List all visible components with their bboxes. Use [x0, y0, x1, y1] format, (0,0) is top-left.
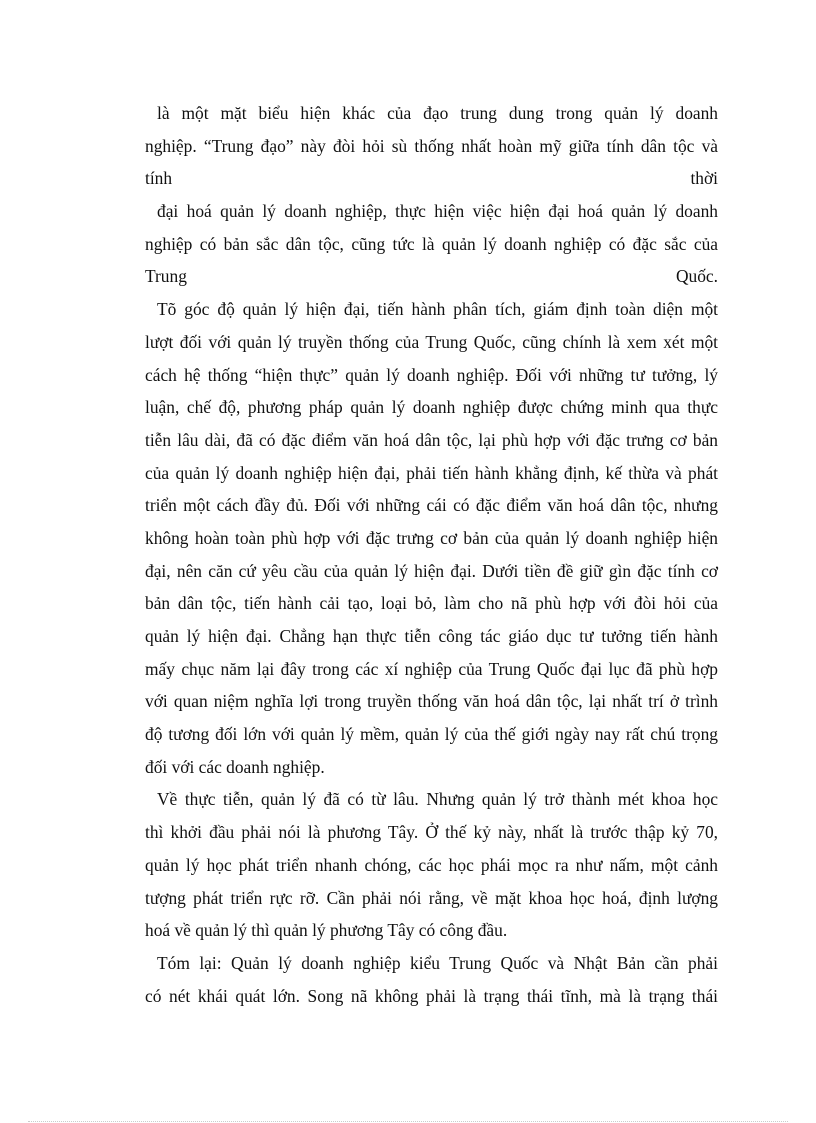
text-line: với quan niệm nghĩa lợi trong truyền thống văn hoá dân tộc, lại nhất trí ở trình	[145, 691, 718, 712]
text-line: triển một cách đầy đủ. Đối với những cái có đặc điểm văn hoá dân tộc, nhưng	[145, 495, 718, 516]
text-line: không hoàn toàn phù hợp với đặc trưng cơ bản của quản lý doanh nghiệp hiện	[145, 527, 718, 548]
text-word: tính	[145, 168, 173, 189]
text-line: lượt đối với quản lý truyền thống của Trung Quốc, cũng chính là xem xét một	[145, 331, 718, 352]
text-line: Về thực tiễn, quản lý đã có từ lâu. Nhưng quản lý trở thành mét khoa học	[157, 789, 718, 810]
text-line: có nét khái quát lớn. Song nã không phải là trạng thái tĩnh, mà là trạng thái	[145, 985, 718, 1006]
text-line: tiễn lâu dài, đã có đặc điểm văn hoá dân tộc, lại phù hợp với đặc trưng cơ bản	[145, 429, 718, 450]
text-line: cách hệ thống “hiện thực” quản lý doanh nghiệp. Đối với những tư tưởng, lý	[145, 364, 718, 385]
text-line: quản lý hiện đại. Chẳng hạn thực tiễn công tác giáo dục tư tưởng tiến hành	[145, 626, 718, 646]
text-line: đối với các doanh nghiệp.	[145, 756, 325, 777]
text-line: bản dân tộc, tiến hành cải tạo, loại bỏ, làm cho nã phù hợp với đòi hỏi của	[145, 593, 718, 614]
text-line: nghiệp. “Trung đạo” này đòi hỏi sù thống nhất hoàn mỹ giữa tính dân tộc và	[145, 135, 718, 156]
text-line-split	[145, 260, 718, 293]
text-line: quản lý học phát triển nhanh chóng, các học phái mọc ra như nấm, một cảnh	[145, 854, 718, 875]
text-word: Trung	[145, 266, 187, 287]
text-line: mấy chục năm lại đây trong các xí nghiệp của Trung Quốc đại lục đã phù hợp	[145, 658, 718, 679]
text-word: thời	[690, 168, 718, 189]
text-line: độ tương đối lớn với quản lý mềm, quản lý của thế giới ngày nay rất chú trọng	[145, 724, 718, 745]
text-line: Tõ góc độ quản lý hiện đại, tiến hành phân tích, giám định toàn diện một	[157, 299, 718, 320]
text-word: Quốc.	[675, 266, 718, 287]
text-line-split	[145, 162, 718, 195]
body-text	[145, 97, 718, 1012]
text-line: đại, nên căn cứ yêu cầu của quản lý hiện đại. Dưới tiền đề giữ gìn đặc tính cơ	[145, 560, 718, 581]
text-line: của quản lý doanh nghiệp hiện đại, phải tiến hành khẳng định, kế thừa và phát	[145, 462, 718, 483]
text-line: nghiệp có bản sắc dân tộc, cũng tức là quản lý doanh nghiệp có đặc sắc của	[145, 233, 718, 254]
page-bottom-border	[28, 1121, 788, 1122]
text-line: là một mặt biểu hiện khác của đạo trung dung trong quản lý doanh	[157, 103, 718, 123]
text-line: thì khởi đầu phải nói là phương Tây. Ở thế kỷ này, nhất là trước thập kỷ 70,	[145, 822, 718, 843]
text-line: đại hoá quản lý doanh nghiệp, thực hiện việc hiện đại hoá quản lý doanh	[157, 201, 718, 222]
text-line: Tóm lại: Quản lý doanh nghiệp kiểu Trung Quốc và Nhật Bản cần phải	[157, 952, 718, 973]
text-line: luận, chế độ, phương pháp quản lý doanh nghiệp được chứng minh qua thực	[145, 397, 718, 418]
text-line: tượng phát triển rực rỡ. Cần phải nói rằng, về mặt khoa học hoá, định lượng	[145, 887, 718, 908]
text-line: hoá về quản lý thì quản lý phương Tây có công đầu.	[145, 920, 508, 941]
